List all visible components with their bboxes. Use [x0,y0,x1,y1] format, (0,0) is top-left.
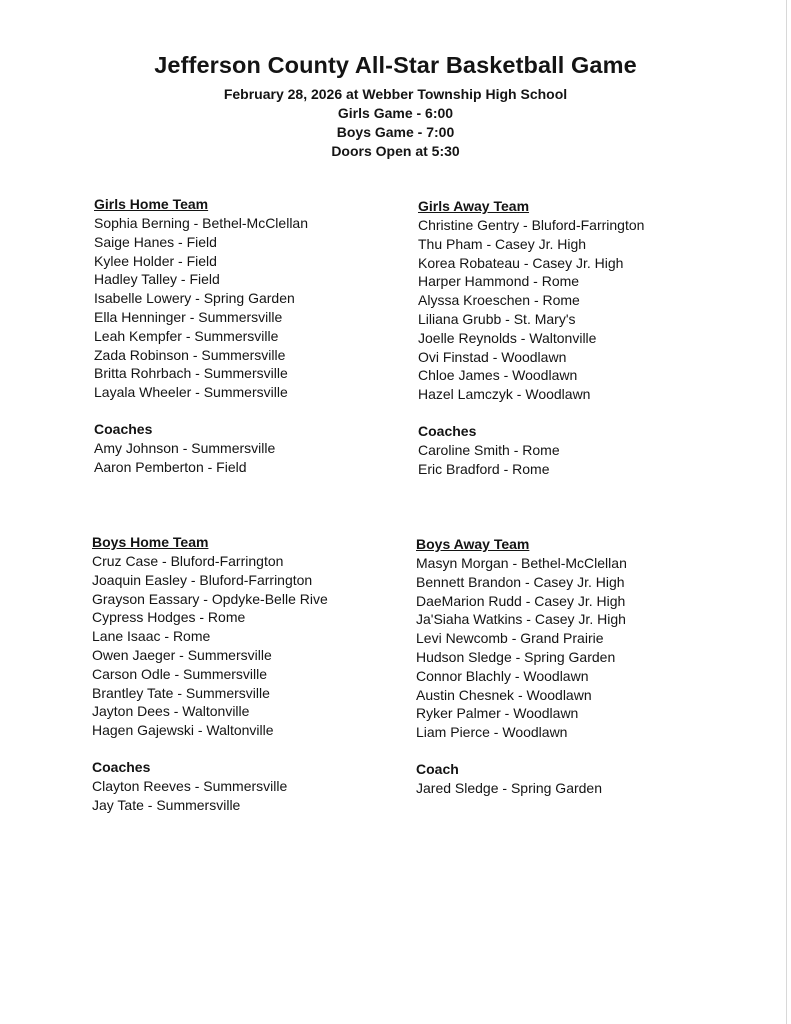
player-entry: Christine Gentry - Bluford-Farrington [418,217,645,233]
girls-home-section [94,195,424,477]
player-entry: Grayson Eassary - Opdyke-Belle Rive [92,590,328,607]
player-entry: Bennett Brandon - Casey Jr. High [416,573,625,590]
player-entry: Joaquin Easley - Bluford-Farrington [92,571,313,588]
coach-entry: Clayton Reeves - Summersville [92,777,288,794]
player-entry: Connor Blachly - Woodlawn [416,667,589,684]
player-entry: Chloe James - Woodlawn [418,367,578,384]
player-entry: Thu Pham - Casey Jr. High [418,235,587,252]
player-entry: Liliana Grubb - St. Mary's [418,310,576,327]
coach-entry: Jay Tate - Summersville [92,796,241,813]
player-entry: Joelle Reynolds - Waltonville [418,329,597,346]
player-entry: Brantley Tate - Summersville [92,684,270,701]
player-entry: Sophia Berning - Bethel-McClellan [94,215,308,231]
player-entry: Cypress Hodges - Rome [92,609,246,626]
boys-home-heading: Boys Home Team [92,534,209,550]
coach-entry: Caroline Smith - Rome [418,441,560,458]
girls-home-roster [94,214,424,402]
page-title: Jefferson County All-Star Basketball Game [154,52,637,78]
player-entry: Hazel Lamczyk - Woodlawn [418,386,591,403]
player-entry: Ja'Siaha Watkins - Casey Jr. High [416,611,626,628]
girls-away-section [418,197,748,479]
player-entry: Masyn Morgan - Bethel-McClellan [416,555,627,571]
girls-away-coaches-heading: Coaches [418,422,477,439]
player-entry: Hudson Sledge - Spring Garden [416,648,616,665]
player-entry: Ryker Palmer - Woodlawn [416,705,579,722]
girls-home-coaches-heading: Coaches [94,420,153,437]
player-entry: Leah Kempfer - Summersville [94,327,279,344]
player-entry: Cruz Case - Bluford-Farrington [92,553,284,569]
player-entry: Britta Rohrbach - Summersville [94,365,288,382]
coach-entry: Jared Sledge - Spring Garden [416,779,602,796]
coach-entry: Amy Johnson - Summersville [94,439,276,456]
player-entry: Layala Wheeler - Summersville [94,384,288,401]
player-entry: Hadley Talley - Field [94,271,220,288]
player-entry: Hagen Gajewski - Waltonville [92,722,274,739]
girls-game-time: Girls Game - 6:00 [337,105,454,121]
player-entry: Jayton Dees - Waltonville [92,703,250,720]
doors-open-time: Doors Open at 5:30 [331,143,460,159]
player-entry: Levi Newcomb - Grand Prairie [416,630,604,647]
player-entry: Kylee Holder - Field [94,252,217,269]
boys-home-roster [92,552,422,740]
player-entry: Lane Isaac - Rome [92,628,211,645]
player-entry: Harper Hammond - Rome [418,273,580,290]
player-entry: Zada Robinson - Summersville [94,346,286,363]
boys-game-time: Boys Game - 7:00 [336,124,455,140]
boys-home-coaches-heading: Coaches [92,758,151,775]
player-entry: Alyssa Kroeschen - Rome [418,292,580,309]
boys-away-coach-heading: Coach [416,760,459,777]
player-entry: Carson Odle - Summersville [92,665,268,682]
girls-away-heading: Girls Away Team [418,198,530,214]
player-entry: Owen Jaeger - Summersville [92,646,272,663]
player-entry: Ella Henninger - Summersville [94,308,283,325]
player-entry: Korea Robateau - Casey Jr. High [418,254,624,271]
event-date-location: February 28, 2026 at Webber Township High School [223,86,568,102]
player-entry: Ovi Finstad - Woodlawn [418,348,567,365]
boys-away-roster [416,554,746,742]
player-entry: Liam Pierce - Woodlawn [416,724,568,741]
girls-home-heading: Girls Home Team [94,196,209,212]
player-entry: Austin Chesnek - Woodlawn [416,686,592,703]
girls-away-roster [418,216,748,404]
coach-entry: Aaron Pemberton - Field [94,458,247,475]
player-entry: Saige Hanes - Field [94,233,217,250]
player-entry: Isabelle Lowery - Spring Garden [94,290,295,307]
boys-away-section [416,535,746,798]
coach-entry: Eric Bradford - Rome [418,460,550,477]
boys-home-section [92,533,422,815]
player-entry: DaeMarion Rudd - Casey Jr. High [416,592,626,609]
boys-away-heading: Boys Away Team [416,536,530,552]
